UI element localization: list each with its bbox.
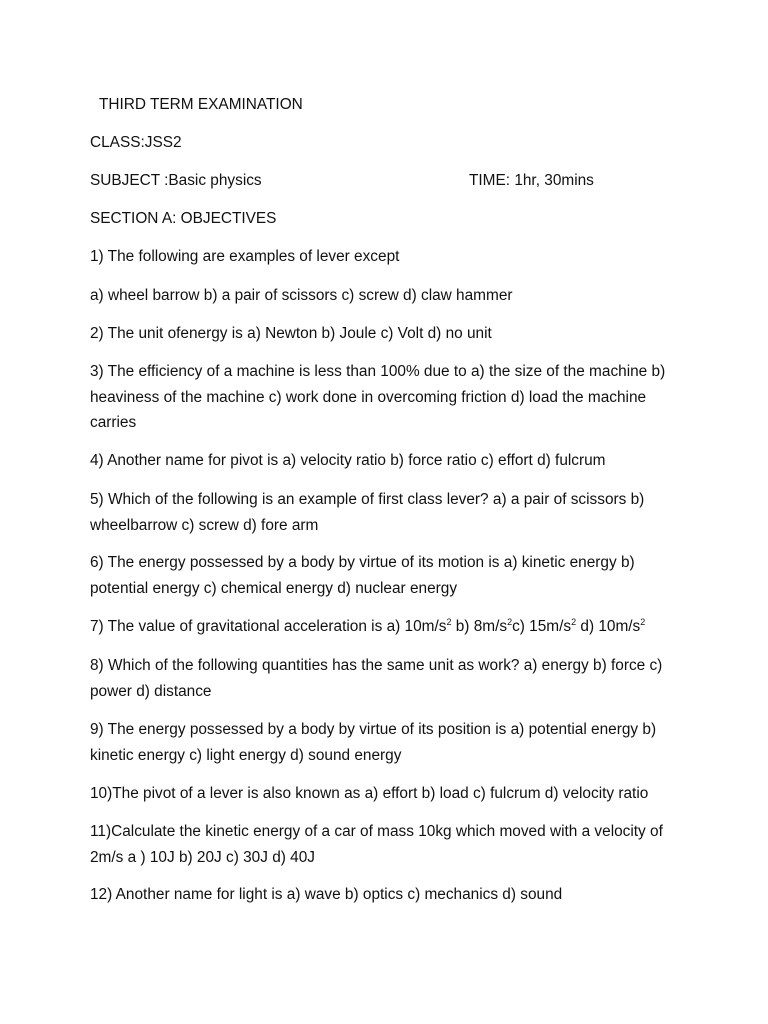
question-9: 9) The energy possessed by a body by virtue of its position is a) potential energy b) kinetic energy c) light energy d) sound energy bbox=[90, 721, 657, 764]
subject-time-line bbox=[90, 168, 690, 194]
question-1: 1) The following are examples of lever except bbox=[90, 248, 400, 265]
class-line: CLASS:JSS2 bbox=[90, 134, 182, 151]
time-text: TIME: 1hr, 30mins bbox=[469, 172, 594, 189]
subject-text: SUBJECT :Basic physics bbox=[90, 172, 262, 189]
question-4: 4) Another name for pivot is a) velocity ratio b) force ratio c) effort d) fulcrum bbox=[90, 452, 606, 469]
question-6: 6) The energy possessed by a body by virtue of its motion is a) kinetic energy b) potential energy c) chemical energy d) nuclear energy bbox=[90, 554, 635, 597]
q7-sup-1: 2 bbox=[446, 617, 452, 627]
q7-part-4: d) 10m/s bbox=[576, 618, 641, 635]
section-heading: SECTION A: OBJECTIVES bbox=[90, 210, 277, 227]
exam-title: THIRD TERM EXAMINATION bbox=[99, 96, 303, 113]
question-2: 2) The unit ofenergy is a) Newton b) Joule c) Volt d) no unit bbox=[90, 325, 492, 342]
question-12: 12) Another name for light is a) wave b) optics c) mechanics d) sound bbox=[90, 886, 563, 903]
question-7 bbox=[90, 614, 690, 640]
q7-part-2: b) 8m/s bbox=[451, 618, 508, 635]
question-1-options: a) wheel barrow b) a pair of scissors c) screw d) claw hammer bbox=[90, 287, 513, 304]
q7-sup-2: 2 bbox=[507, 617, 513, 627]
question-3: 3) The efficiency of a machine is less than 100% due to a) the size of the machine b) heaviness of the machine c) work done in overcoming friction d) load the machine carries bbox=[90, 363, 666, 432]
q7-part-1: 7) The value of gravitational acceleration is a) 10m/s bbox=[90, 618, 447, 635]
question-8: 8) Which of the following quantities has the same unit as work? a) energy b) force c) power d) distance bbox=[90, 657, 663, 700]
q7-sup-3: 2 bbox=[571, 617, 577, 627]
question-10: 10)The pivot of a lever is also known as a) effort b) load c) fulcrum d) velocity ratio bbox=[90, 785, 649, 802]
question-5: 5) Which of the following is an example of first class lever? a) a pair of scissors b) wheelbarrow c) screw d) fore arm bbox=[90, 491, 645, 534]
q7-part-3: c) 15m/s bbox=[512, 618, 572, 635]
q7-sup-4: 2 bbox=[640, 617, 646, 627]
question-11: 11)Calculate the kinetic energy of a car of mass 10kg which moved with a velocity of 2m/s a ) 10J b) 20J c) 30J d) 40J bbox=[90, 823, 663, 866]
